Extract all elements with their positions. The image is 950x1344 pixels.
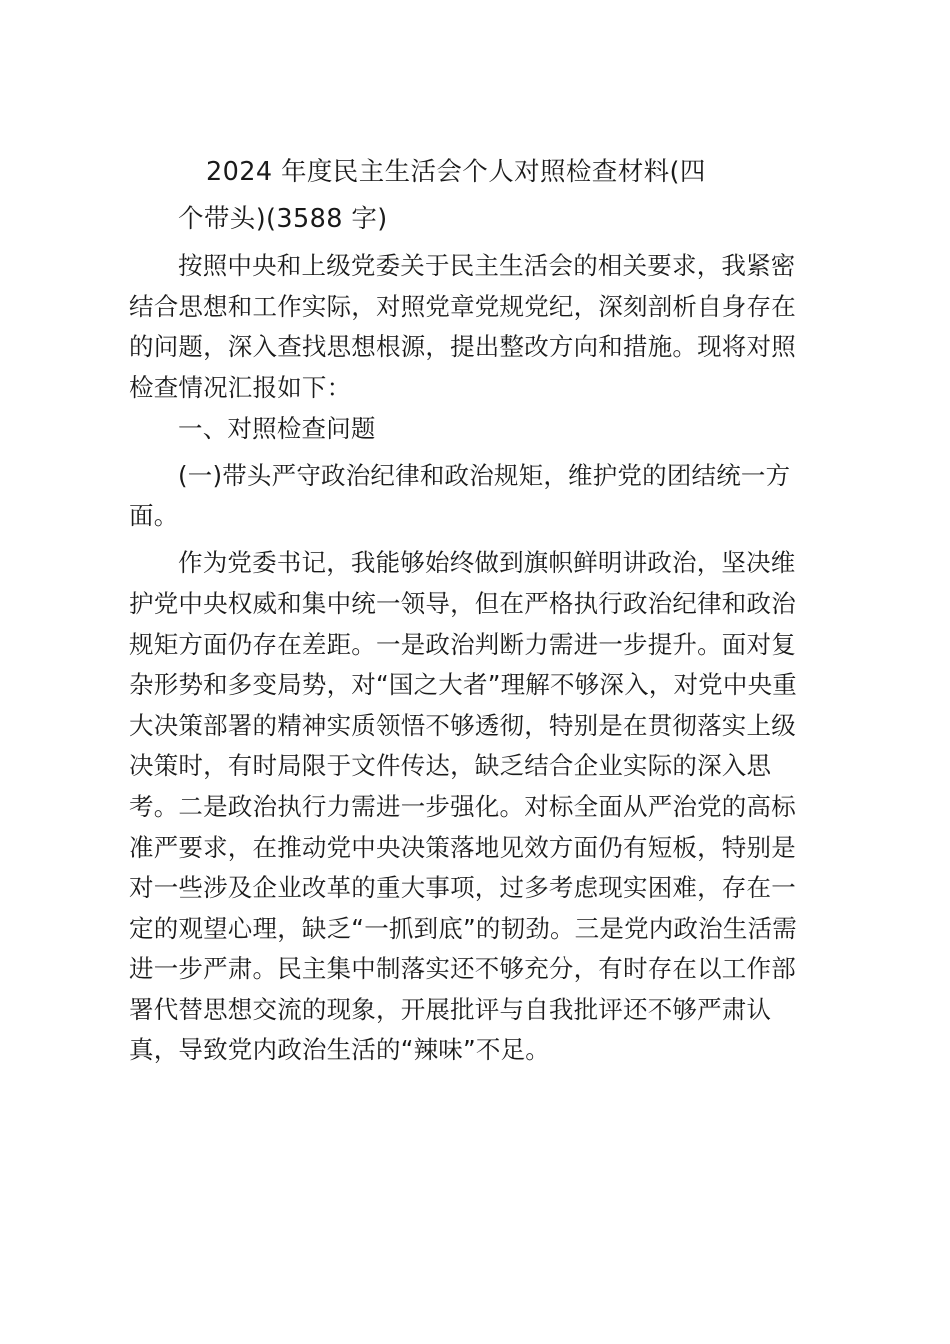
body-paragraph-line-4: 杂形势和多变局势，对“国之大者”理解不够深入，对党中央重 xyxy=(129,670,797,700)
intro-paragraph-line-3: 的问题，深入查找思想根源，提出整改方向和措施。现将对照 xyxy=(129,332,796,362)
body-paragraph-line-13: 真，导致党内政治生活的“辣味”不足。 xyxy=(129,1035,550,1065)
body-paragraph-line-1: 作为党委书记，我能够始终做到旗帜鲜明讲政治，坚决维 xyxy=(178,548,796,578)
body-paragraph-line-7: 考。二是政治执行力需进一步强化。对标全面从严治党的高标 xyxy=(129,791,796,821)
document-body xyxy=(129,152,821,1071)
body-paragraph-line-6: 决策时，有时局限于文件传达，缺乏结合企业实际的深入思 xyxy=(129,751,772,781)
intro-paragraph-line-4: 检查情况汇报如下： xyxy=(129,372,352,402)
intro-paragraph-line-1: 按照中央和上级党委关于民主生活会的相关要求，我紧密 xyxy=(178,251,796,281)
body-paragraph-line-3: 规矩方面仍存在差距。一是政治判断力需进一步提升。面对复 xyxy=(129,629,796,659)
body-paragraph-line-11: 进一步严肃。民主集中制落实还不够充分，有时存在以工作部 xyxy=(129,954,796,984)
document-title-line-1: 2024 年度民主生活会个人对照检查材料(四 xyxy=(206,157,706,187)
body-paragraph-line-8: 准严要求，在推动党中央决策落地见效方面仍有短板，特别是 xyxy=(129,832,796,862)
subsection-heading-line-1: (一)带头严守政治纪律和政治规矩，维护党的团结统一方 xyxy=(178,460,791,490)
body-paragraph-line-9: 对一些涉及企业改革的重大事项，过多考虑现实困难，存在一 xyxy=(129,873,796,903)
subsection-heading-line-2: 面。 xyxy=(129,501,179,531)
intro-paragraph-line-2: 结合思想和工作实际，对照党章党规党纪，深刻剖析自身存在 xyxy=(129,291,796,321)
body-paragraph-line-2: 护党中央权威和集中统一领导，但在严格执行政治纪律和政治 xyxy=(129,588,796,618)
body-paragraph-line-10: 定的观望心理，缺乏“一抓到底”的韧劲。三是党内政治生活需 xyxy=(129,913,797,943)
document-title-line-2: 个带头)(3588 字) xyxy=(178,204,388,235)
body-paragraph-line-12: 署代替思想交流的现象，开展批评与自我批评还不够严肃认 xyxy=(129,994,772,1024)
body-paragraph-line-5: 大决策部署的精神实质领悟不够透彻，特别是在贯彻落实上级 xyxy=(129,710,796,740)
section-heading: 一、对照检查问题 xyxy=(178,413,376,443)
